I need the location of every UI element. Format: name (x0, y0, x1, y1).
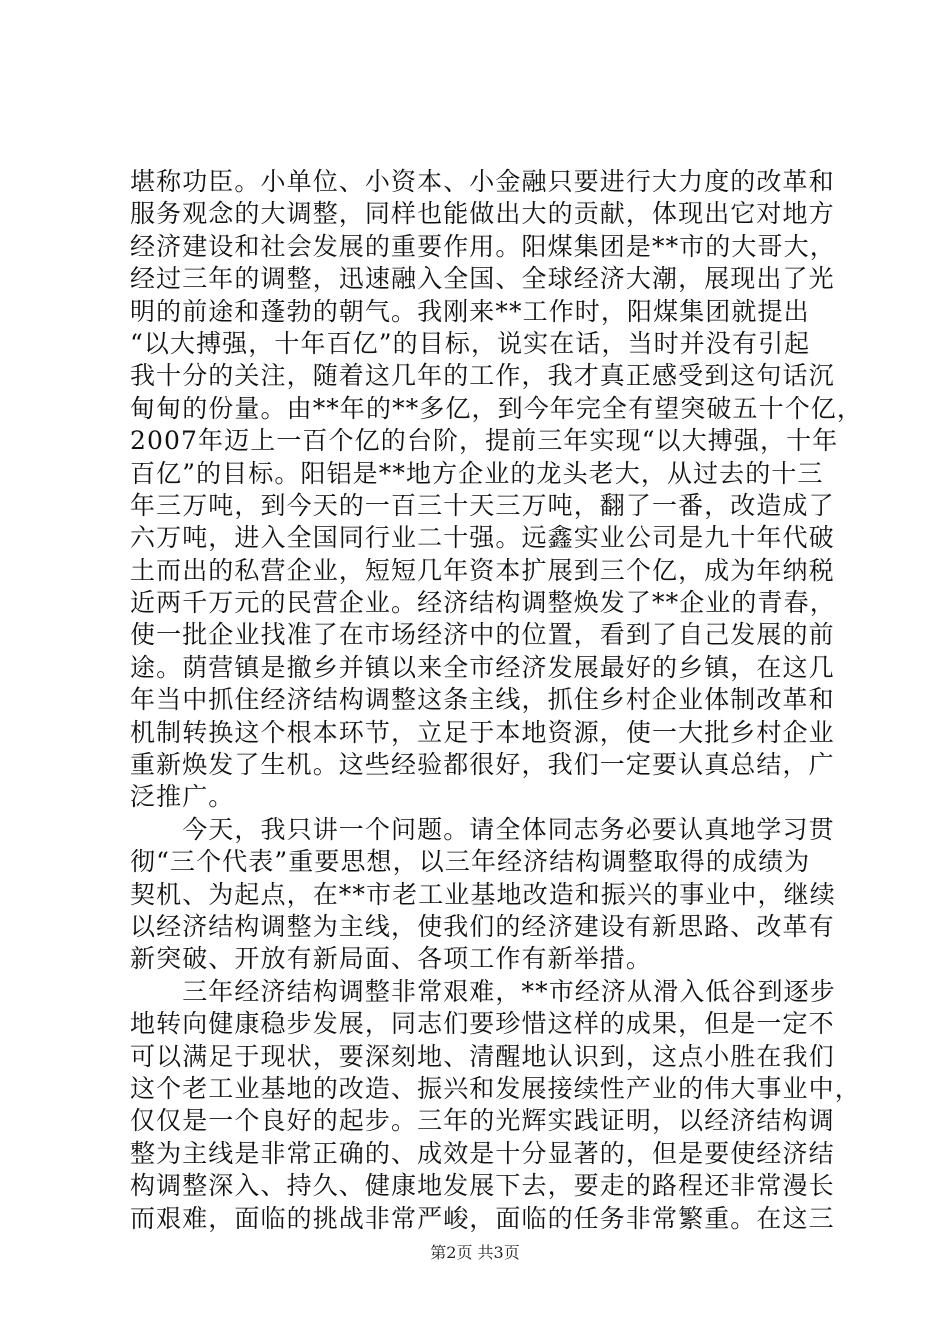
text-line: 而艰难，面临的挑战非常严峻，面临的任务非常繁重。在这三 (130, 1203, 835, 1233)
text-line: 我十分的关注，随着这几年的工作，我才真正感受到这句话沉 (130, 361, 835, 391)
text-line: 年当中抓住经济结构调整这条主线，抓住乡村企业体制改革和 (130, 685, 835, 715)
text-line: 以经济结构调整为主线，使我们的经济建设有新思路、改革有 (130, 911, 835, 941)
text-line: 机制转换这个根本环节，立足于本地资源，使一大批乡村企业 (130, 717, 835, 747)
text-line: 六万吨，进入全国同行业二十强。远鑫实业公司是九十年代破 (130, 523, 835, 553)
text-line: 甸甸的份量。由**年的**多亿，到今年完全有望突破五十个亿， (130, 393, 864, 423)
text-line: 土而出的私营企业，短短几年资本扩展到三个亿，成为年纳税 (130, 555, 835, 585)
text-line: 三年经济结构调整非常艰难，**市经济从滑入低谷到逐步 (130, 976, 836, 1006)
text-line: 新突破、开放有新局面、各项工作有新举措。 (130, 944, 653, 974)
text-line: 途。荫营镇是撤乡并镇以来全市经济发展最好的乡镇，在这几 (130, 652, 835, 682)
text-line: 年三万吨，到今天的一百三十天三万吨，翻了一番，改造成了 (130, 490, 835, 520)
text-line: 整为主线是非常正确的、成效是十分显著的，但是要使经济结 (130, 1138, 835, 1168)
text-line: 使一批企业找准了在市场经济中的位置，看到了自己发展的前 (130, 620, 835, 650)
body-text (130, 166, 864, 1235)
text-line: 彻“三个代表”重要思想，以三年经济结构调整取得的成绩为 (130, 847, 811, 877)
text-line: 堪称功臣。小单位、小资本、小金融只要进行大力度的改革和 (130, 167, 835, 196)
text-line: 可以满足于现状，要深刻地、清醒地认识到，这点小胜在我们 (130, 1041, 835, 1071)
text-line: 契机、为起点，在**市老工业基地改造和振兴的事业中，继续 (130, 879, 836, 909)
text-line: 2007年迈上一百个亿的台阶，提前三年实现“以大搏强，十年 (130, 426, 839, 456)
text-line: “以大搏强，十年百亿”的目标，说实在话，当时并没有引起 (130, 328, 811, 358)
page-footer (0, 1240, 950, 1263)
text-line: 泛推广。 (130, 782, 235, 812)
text-line: 地转向健康稳步发展，同志们要珍惜这样的成果，但是一定不 (130, 1009, 835, 1039)
text-line: 服务观念的大调整，同样也能做出大的贡献，体现出它对地方 (130, 199, 835, 229)
text-line: 这个老工业基地的改造、振兴和发展接续性产业的伟大事业中， (130, 1073, 861, 1103)
text-line: 仅仅是一个良好的起步。三年的光辉实践证明，以经济结构调 (130, 1106, 835, 1136)
text-line: 重新焕发了生机。这些经验都很好，我们一定要认真总结，广 (130, 750, 835, 780)
text-line: 明的前途和蓬勃的朝气。我刚来**工作时，阳煤集团就提出 (130, 296, 810, 326)
text-line: 经过三年的调整，迅速融入全国、全球经济大潮，展现出了光 (130, 264, 835, 294)
page-number-label: 第2页 共3页 (430, 1243, 520, 1262)
text-line: 近两千万元的民营企业。经济结构调整焕发了**企业的青春， (130, 588, 836, 618)
text-line: 今天，我只讲一个问题。请全体同志务必要认真地学习贯 (130, 814, 835, 844)
text-line: 经济建设和社会发展的重要作用。阳煤集团是**市的大哥大， (130, 231, 836, 261)
text-line: 构调整深入、持久、健康地发展下去，要走的路程还非常漫长 (130, 1171, 835, 1201)
text-line: 百亿”的目标。阳铝是**地方企业的龙头老大，从过去的十三 (130, 458, 824, 488)
